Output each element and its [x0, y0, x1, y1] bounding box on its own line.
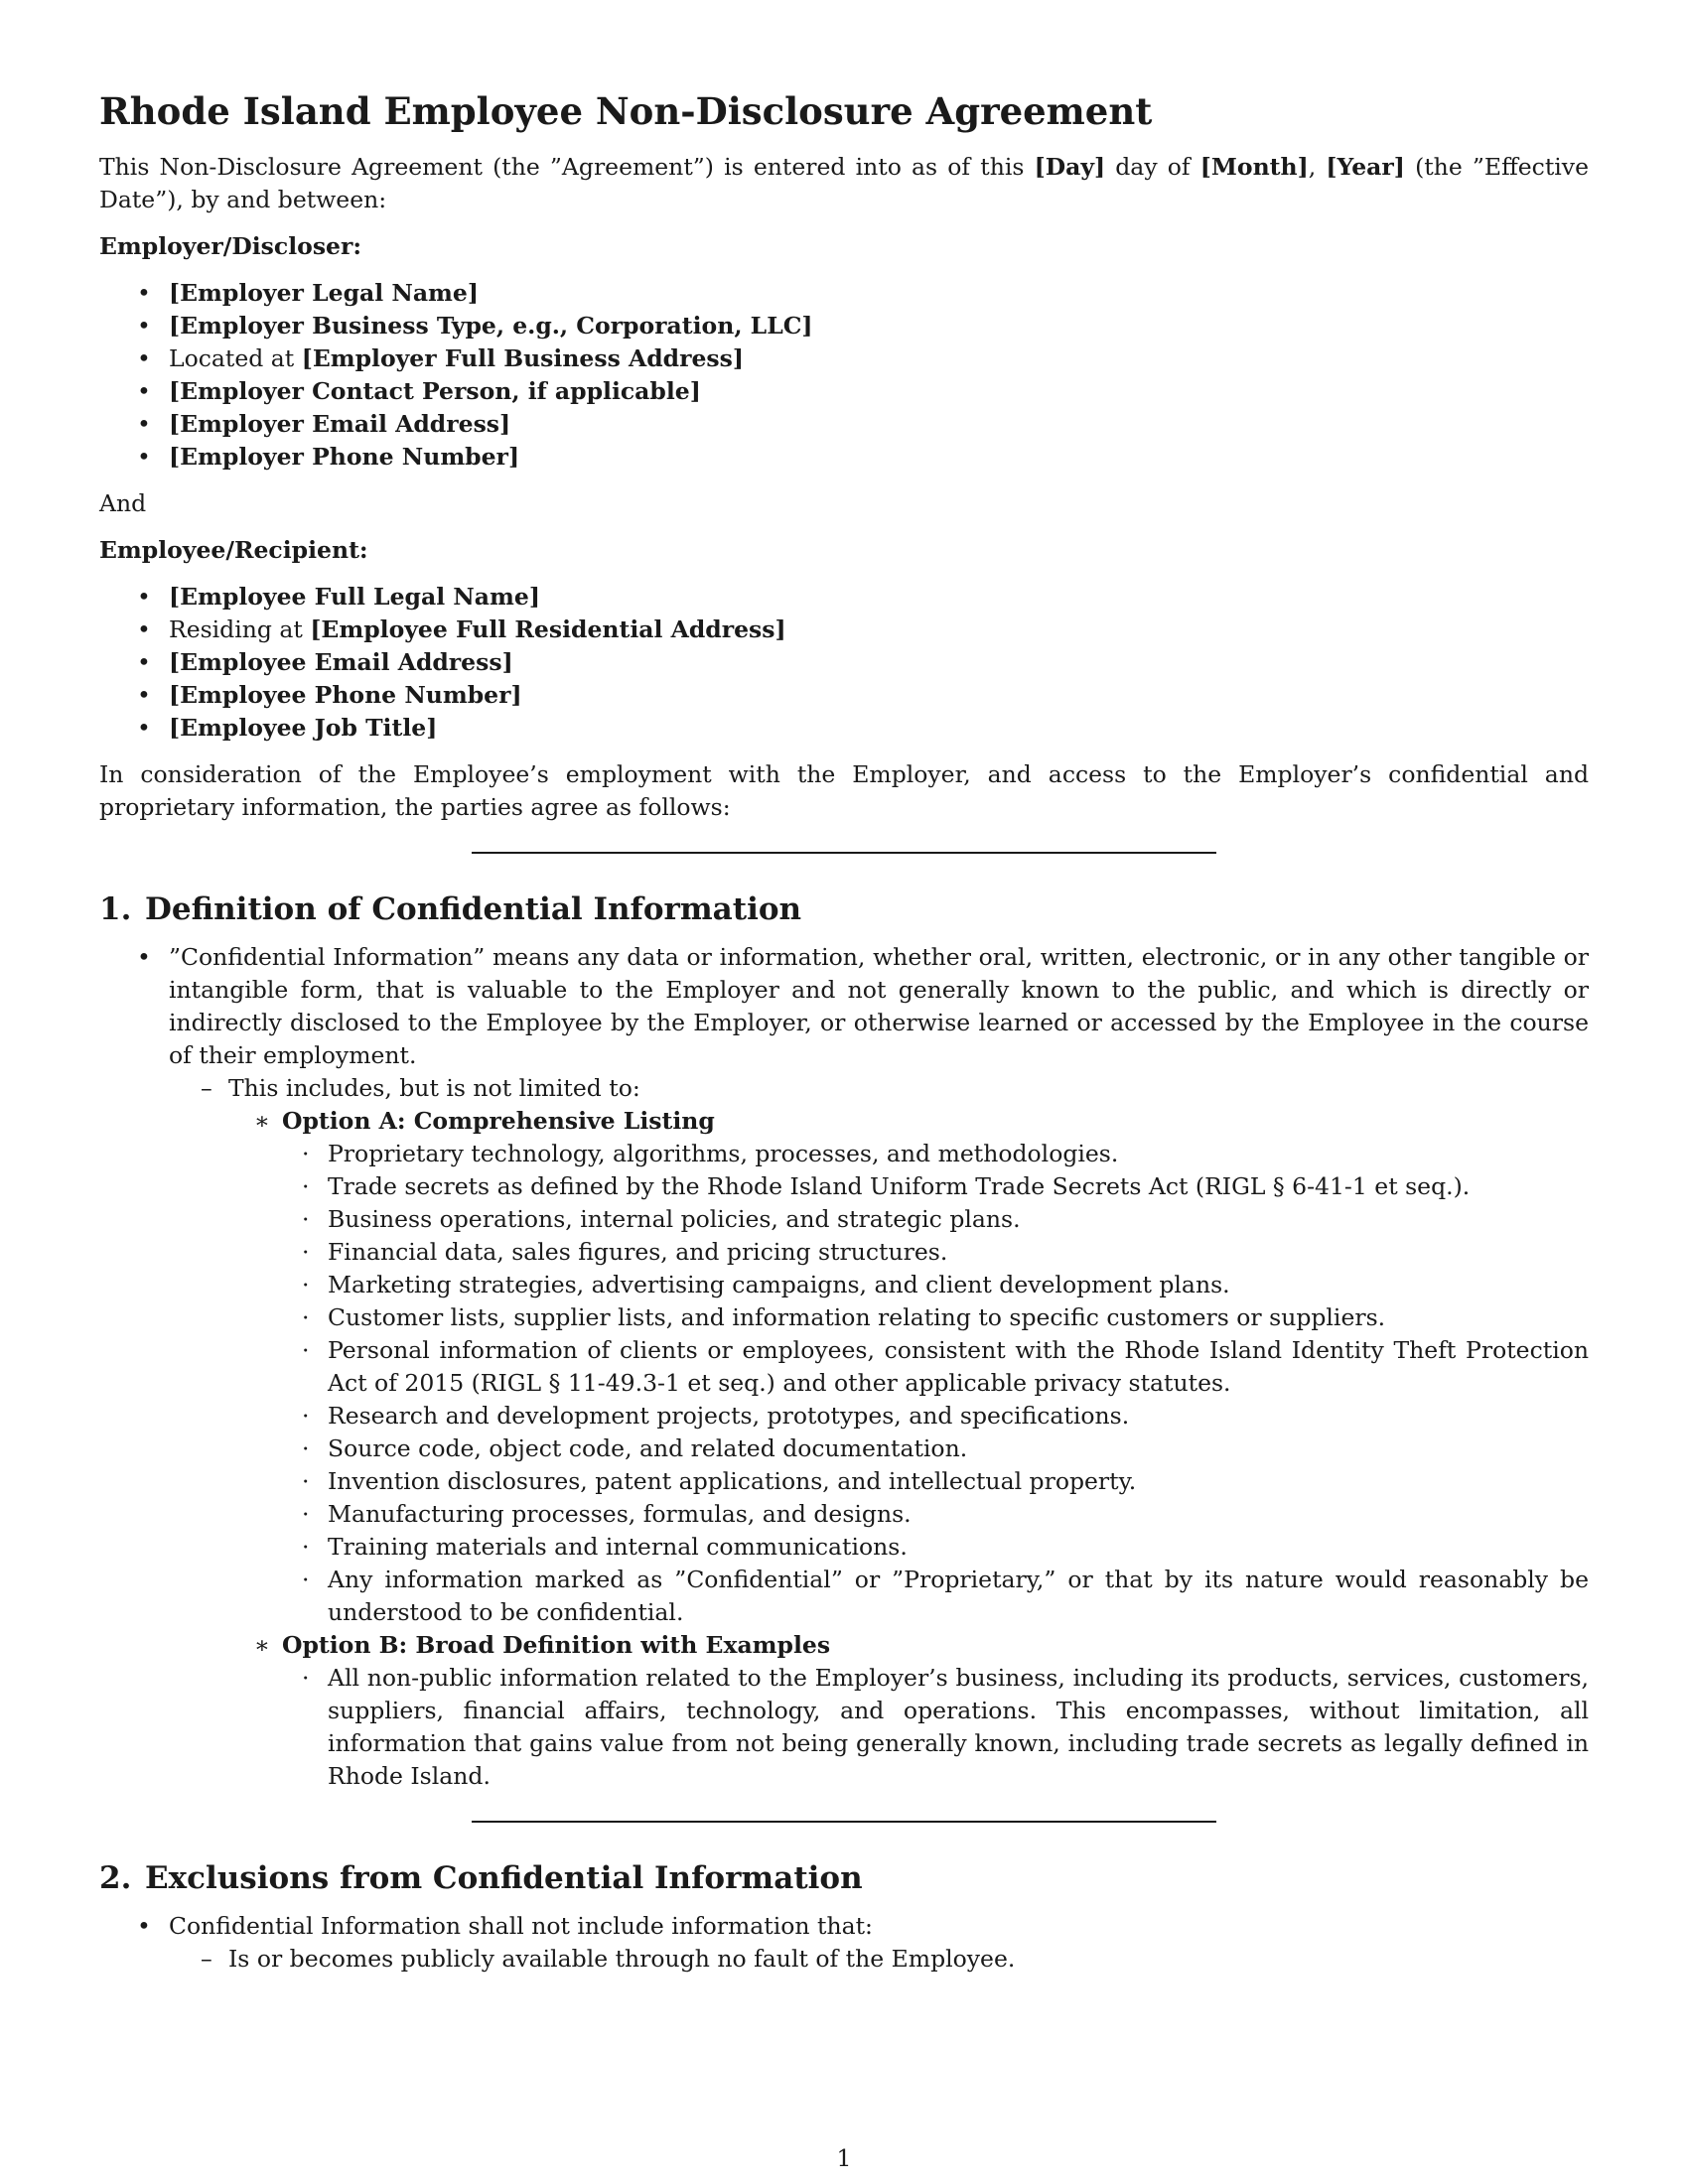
list-item: · Financial data, sales figures, and pricing structures.: [282, 1236, 1589, 1269]
option-a-label: Option A: Comprehensive Listing: [282, 1107, 715, 1135]
list-item: · Training materials and internal communications.: [282, 1531, 1589, 1564]
employee-address: [Employee Full Residential Address]: [310, 615, 786, 643]
employer-list: [99, 277, 1589, 474]
section-number: 2.: [99, 1860, 132, 1896]
employer-label: Employer/Discloser:: [99, 232, 362, 260]
and-text: And: [99, 489, 147, 517]
list-item: [99, 646, 1589, 679]
intro-paragraph: [99, 151, 1589, 216]
list-item: · Business operations, internal policies, and strategic plans.: [282, 1203, 1589, 1236]
list-item: [99, 679, 1589, 712]
sub-list: [169, 1943, 1589, 1976]
list-item: · Any information marked as ”Confidential” or ”Proprietary,” or that by its nature would reasonably be understood to be confidential.: [282, 1564, 1589, 1629]
list-item: [169, 1072, 1589, 1793]
located-prefix: Located at: [169, 344, 302, 372]
definition-text: • ”Confidential Information” means any data or information, whether oral, written, electronic, or in any other tangible or intangible form, that is valuable to the Employer and not generally known to the public, and which is directly or indirectly disclosed to the Employee by the Employer, or otherwise learned or accessed by the Employee in the course of their employment.: [169, 943, 1589, 1069]
document-title: Rhode Island Employee Non-Disclosure Agreement: [99, 89, 1153, 133]
intro-text-d: (the ”Effective Date”), by and between:: [99, 153, 1589, 213]
list-item: [99, 342, 1589, 375]
section-title: Exclusions from Confidential Information: [145, 1860, 863, 1896]
list-item: · Proprietary technology, algorithms, processes, and methodologies.: [282, 1138, 1589, 1170]
month-placeholder: [Month]: [1199, 153, 1309, 181]
day-placeholder: [Day]: [1034, 153, 1106, 181]
list-item: [99, 277, 1589, 310]
list-item: · Customer lists, supplier lists, and information relating to specific customers or suppliers.: [282, 1301, 1589, 1334]
list-item: [99, 408, 1589, 441]
employee-email: [Employee Email Address]: [169, 648, 513, 676]
list-item: [99, 712, 1589, 745]
employer-contact: [Employer Contact Person, if applicable]: [169, 377, 701, 405]
employer-address: [Employer Full Business Address]: [301, 344, 745, 372]
document-page: [99, 87, 1589, 1989]
list-item: [99, 441, 1589, 474]
section-title: Definition of Confidential Information: [145, 891, 802, 927]
consideration-paragraph: In consideration of the Employee’s employment with the Employer, and access to the Employer’s confidential and proprietary information, the parties agree as follows:: [99, 760, 1589, 821]
employer-email: [Employer Email Address]: [169, 410, 511, 438]
includes-text: This includes, but is not limited to:: [228, 1074, 640, 1102]
intro-text-b: day of: [1105, 153, 1200, 181]
option-b-label: Option B: Broad Definition with Examples: [282, 1631, 831, 1659]
list-item: · Marketing strategies, advertising campaigns, and client development plans.: [282, 1269, 1589, 1301]
section-divider: [472, 852, 1216, 854]
employee-job-title: [Employee Job Title]: [169, 714, 438, 742]
intro-text-a: This Non-Disclosure Agreement (the ”Agreement”) is entered into as of this: [99, 153, 1035, 181]
employer-phone: [Employer Phone Number]: [169, 443, 520, 471]
list-item: – Is or becomes publicly available through no fault of the Employee.: [169, 1943, 1589, 1976]
residing-prefix: Residing at: [169, 615, 311, 643]
option-a-items: [282, 1138, 1589, 1629]
employer-legal-name: [Employer Legal Name]: [169, 279, 479, 307]
options-list: [228, 1105, 1589, 1793]
section-number: 1.: [99, 891, 132, 927]
list-item: [99, 310, 1589, 342]
section-1-list: [99, 941, 1589, 1793]
list-item: · Invention disclosures, patent applications, and intellectual property.: [282, 1465, 1589, 1498]
list-item: · Manufacturing processes, formulas, and designs.: [282, 1498, 1589, 1531]
list-item: · Source code, object code, and related documentation.: [282, 1433, 1589, 1465]
list-item: · All non-public information related to the Employer’s business, including its products, services, customers, suppliers, financial affairs, technology, and operations. This encompasses, without limitation, all information that gains value from not being generally known, including trade secrets as legally defined in Rhode Island.: [282, 1662, 1589, 1793]
list-item: [99, 614, 1589, 646]
intro-text-c: ,: [1308, 153, 1327, 181]
employee-phone: [Employee Phone Number]: [169, 681, 522, 709]
year-placeholder: [Year]: [1326, 153, 1405, 181]
section-1-heading: [99, 889, 1589, 929]
employee-list: [99, 581, 1589, 745]
list-item: [99, 375, 1589, 408]
list-item: [99, 941, 1589, 1793]
list-item: · Trade secrets as defined by the Rhode Island Uniform Trade Secrets Act (RIGL § 6-41-1 et seq.).: [282, 1170, 1589, 1203]
section-divider: [472, 1821, 1216, 1823]
page-number: 1: [836, 2144, 852, 2172]
employee-legal-name: [Employee Full Legal Name]: [169, 583, 540, 611]
list-item: [99, 581, 1589, 614]
option-a: [228, 1105, 1589, 1629]
option-b: [228, 1629, 1589, 1793]
employee-label: Employee/Recipient:: [99, 536, 368, 564]
sub-list: [169, 1072, 1589, 1793]
employer-business-type: [Employer Business Type, e.g., Corporation, LLC]: [169, 312, 813, 340]
list-item: [99, 1910, 1589, 1976]
exclusions-lead: Confidential Information shall not include information that:: [169, 1912, 873, 1940]
section-2-heading: [99, 1858, 1589, 1898]
list-item: · Personal information of clients or employees, consistent with the Rhode Island Identity Theft Protection Act of 2015 (RIGL § 11-49.3-1 et seq.) and other applicable privacy statutes.: [282, 1334, 1589, 1400]
list-item: · Research and development projects, prototypes, and specifications.: [282, 1400, 1589, 1433]
option-b-items: [282, 1662, 1589, 1793]
section-2-list: [99, 1910, 1589, 1976]
